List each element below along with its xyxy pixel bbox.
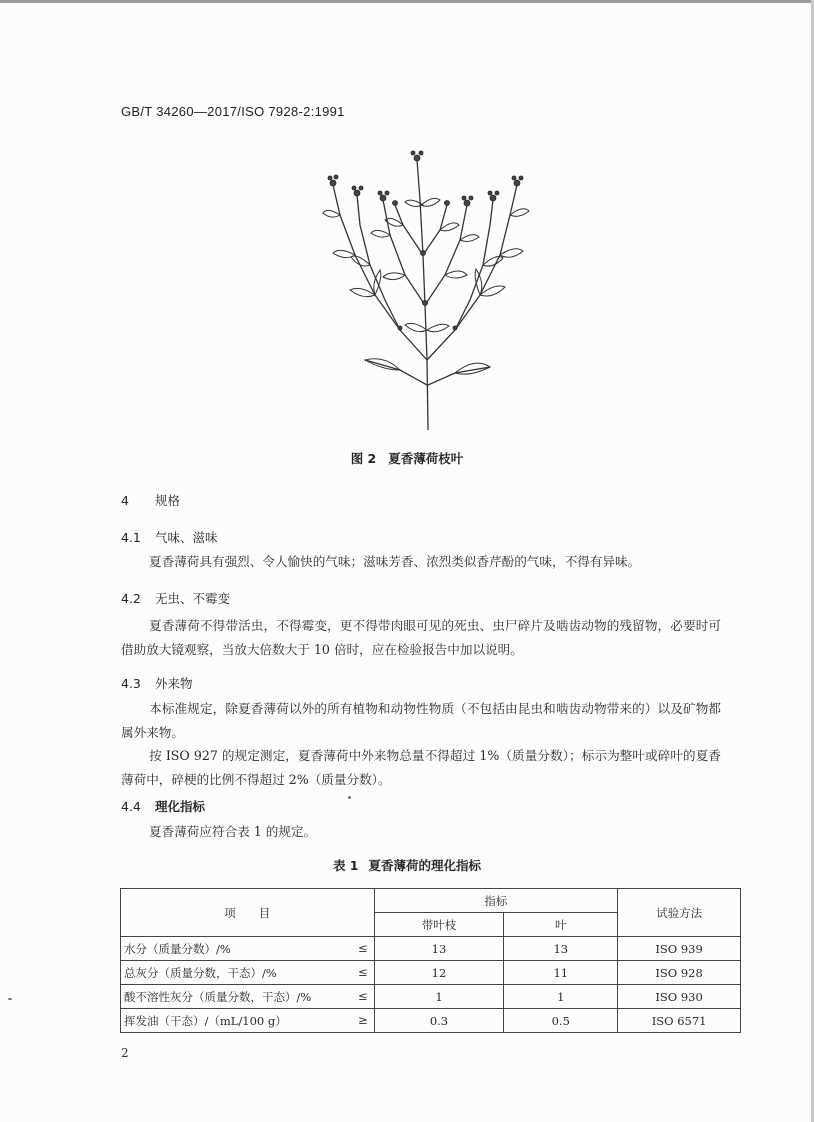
- table-row: [121, 937, 741, 961]
- section-4-heading: [121, 491, 180, 509]
- header-index: 指标: [374, 889, 618, 913]
- row-method: ISO 928: [618, 961, 741, 985]
- row-value-leaf: 0.5: [504, 1009, 618, 1033]
- relation-symbol: ≥: [357, 1013, 368, 1027]
- section-title: 气味、滋味: [155, 530, 218, 545]
- table-title: 夏香薄荷的理化指标: [368, 858, 482, 873]
- table-label: 表 1: [332, 858, 359, 873]
- row-value-leaf: 1: [504, 985, 618, 1009]
- section-4-1-heading: [121, 528, 218, 546]
- row-item: 水分（质量分数）/% ≤: [121, 937, 375, 961]
- header-leaf: 叶: [504, 913, 618, 937]
- section-number: 4.1: [121, 530, 141, 545]
- section-4-3-paragraph-1: [121, 697, 721, 744]
- section-4-3-heading: [121, 674, 193, 692]
- row-item: 挥发油（干态）/（mL/100 g） ≥: [121, 1009, 375, 1033]
- section-title: 理化指标: [155, 799, 206, 814]
- section-title: 外来物: [155, 676, 193, 691]
- row-item: 总灰分（质量分数，干态）/% ≤: [121, 961, 375, 985]
- table-row: [121, 1009, 741, 1033]
- standard-header: GB/T 34260—2017/ISO 7928-2:1991: [121, 104, 345, 119]
- row-value-leaf: 13: [504, 937, 618, 961]
- section-4-4-heading: [121, 797, 205, 815]
- section-4-2-heading: [121, 589, 230, 607]
- scan-speck: [8, 998, 12, 1000]
- section-number: 4: [121, 493, 129, 508]
- row-method: ISO 6571: [618, 1009, 741, 1033]
- section-4-3-paragraph-2: [121, 744, 721, 791]
- paragraph-text: 夏香薄荷应符合表 1 的规定。: [149, 824, 317, 839]
- header-method: 试验方法: [618, 889, 741, 937]
- page-number: 2: [121, 1046, 129, 1060]
- header-item: 项 目: [121, 889, 375, 937]
- table-row: [121, 985, 741, 1009]
- physicochemical-table: [120, 888, 741, 1033]
- section-title: 无虫、不霉变: [155, 591, 231, 606]
- section-number: 4.2: [121, 591, 141, 606]
- figure-label: 图 2: [350, 451, 377, 466]
- row-item: 酸不溶性灰分（质量分数，干态）/% ≤: [121, 985, 375, 1009]
- row-value-leaf: 11: [504, 961, 618, 985]
- relation-symbol: ≤: [357, 989, 368, 1003]
- row-value-branch: 1: [374, 985, 504, 1009]
- paragraph-text: 按 ISO 927 的规定测定，夏香薄荷中外来物总量不得超过 1%（质量分数）；标示为整叶或碎叶的夏香薄荷中，碎梗的比例不得超过 2%（质量分数）。: [121, 748, 721, 787]
- figure-caption: [0, 449, 814, 467]
- paragraph-text: 本标准规定，除夏香薄荷以外的所有植物和动物性物质（不包括由昆虫和啮齿动物带来的）以及矿物都属外来物。: [121, 701, 721, 740]
- section-number: 4.4: [121, 799, 141, 814]
- section-number: 4.3: [121, 676, 141, 691]
- figure-title: 夏香薄荷枝叶: [388, 451, 464, 466]
- table-header-row: [121, 889, 741, 913]
- scan-speck: [348, 796, 351, 799]
- row-value-branch: 12: [374, 961, 504, 985]
- section-4-1-paragraph: [121, 550, 721, 574]
- relation-symbol: ≤: [357, 941, 368, 955]
- summer-savory-illustration: [305, 145, 555, 430]
- paragraph-text: 夏香薄荷不得带活虫，不得霉变，更不得带肉眼可见的死虫、虫尸碎片及啮齿动物的残留物，必要时可借助放大镜观察，当放大倍数大于 10 倍时，应在检验报告中加以说明。: [121, 618, 721, 657]
- table-caption: [0, 856, 814, 874]
- section-4-4-paragraph: [121, 820, 721, 844]
- paragraph-text: 夏香薄荷具有强烈、令人愉快的气味；滋味芳香、浓烈类似香芹酚的气味，不得有异味。: [149, 554, 641, 569]
- scan-top-edge: [0, 0, 814, 3]
- section-4-2-paragraph: [121, 614, 721, 661]
- row-value-branch: 13: [374, 937, 504, 961]
- row-method: ISO 939: [618, 937, 741, 961]
- header-with-branch: 带叶枝: [374, 913, 504, 937]
- table-row: [121, 961, 741, 985]
- section-title: 规格: [155, 493, 181, 508]
- row-method: ISO 930: [618, 985, 741, 1009]
- relation-symbol: ≤: [357, 965, 368, 979]
- row-value-branch: 0.3: [374, 1009, 504, 1033]
